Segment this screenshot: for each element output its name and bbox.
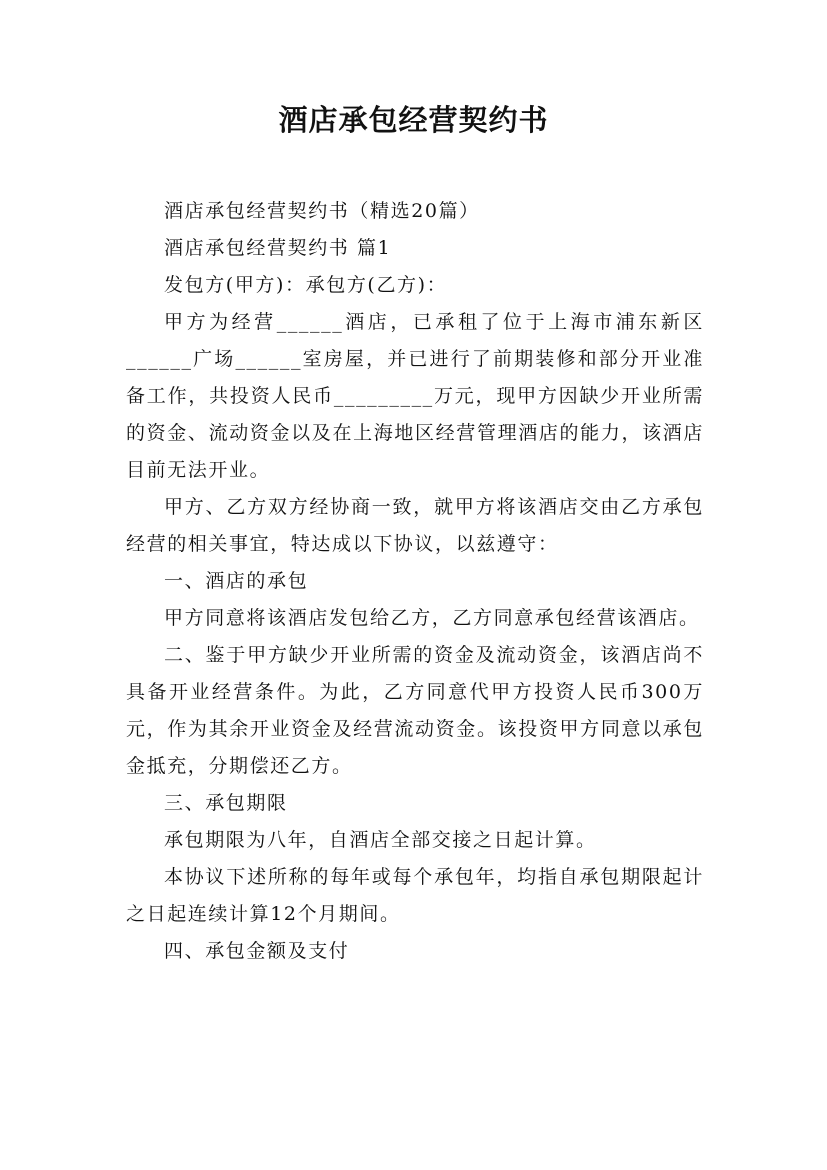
document-title: 酒店承包经营契约书: [278, 103, 549, 137]
paragraph: 酒店承包经营契约书 篇1: [164, 237, 392, 259]
paragraph: 酒店承包经营契约书（精选20篇）: [164, 200, 480, 222]
section-heading: 一、酒店的承包: [164, 570, 309, 592]
paragraph: 发包方(甲方)：承包方(乙方)：: [164, 274, 448, 296]
section-heading: 三、承包期限: [164, 792, 288, 814]
paragraph: 承包期限为八年，自酒店全部交接之日起计算。: [164, 829, 597, 851]
paragraph: 本协议下述所称的每年或每个承包年，均指自承包期限起计之日起连续计算12个月期间。: [126, 866, 704, 925]
document-body: [126, 193, 704, 970]
paragraph: 甲方、乙方双方经协商一致，就甲方将该酒店交由乙方承包经营的相关事宜，特达成以下协议，以兹遵守：: [126, 496, 704, 555]
paragraph: 二、鉴于甲方缺少开业所需的资金及流动资金，该酒店尚不具备开业经营条件。为此，乙方同意代甲方投资人民币300万元，作为其余开业资金及经营流动资金。该投资甲方同意以承包金抵充，分期偿还乙方。: [126, 644, 704, 777]
paragraph: 甲方为经营______酒店，已承租了位于上海市浦东新区______广场______室房屋，并已进行了前期装修和部分开业准备工作，共投资人民币_________万元，现甲方因缺少开业所需的资金、流动资金以及在上海地区经营管理酒店的能力，该酒店目前无法开业。: [126, 311, 704, 481]
paragraph: 甲方同意将该酒店发包给乙方，乙方同意承包经营该酒店。: [164, 607, 700, 629]
section-heading: 四、承包金额及支付: [164, 940, 350, 962]
